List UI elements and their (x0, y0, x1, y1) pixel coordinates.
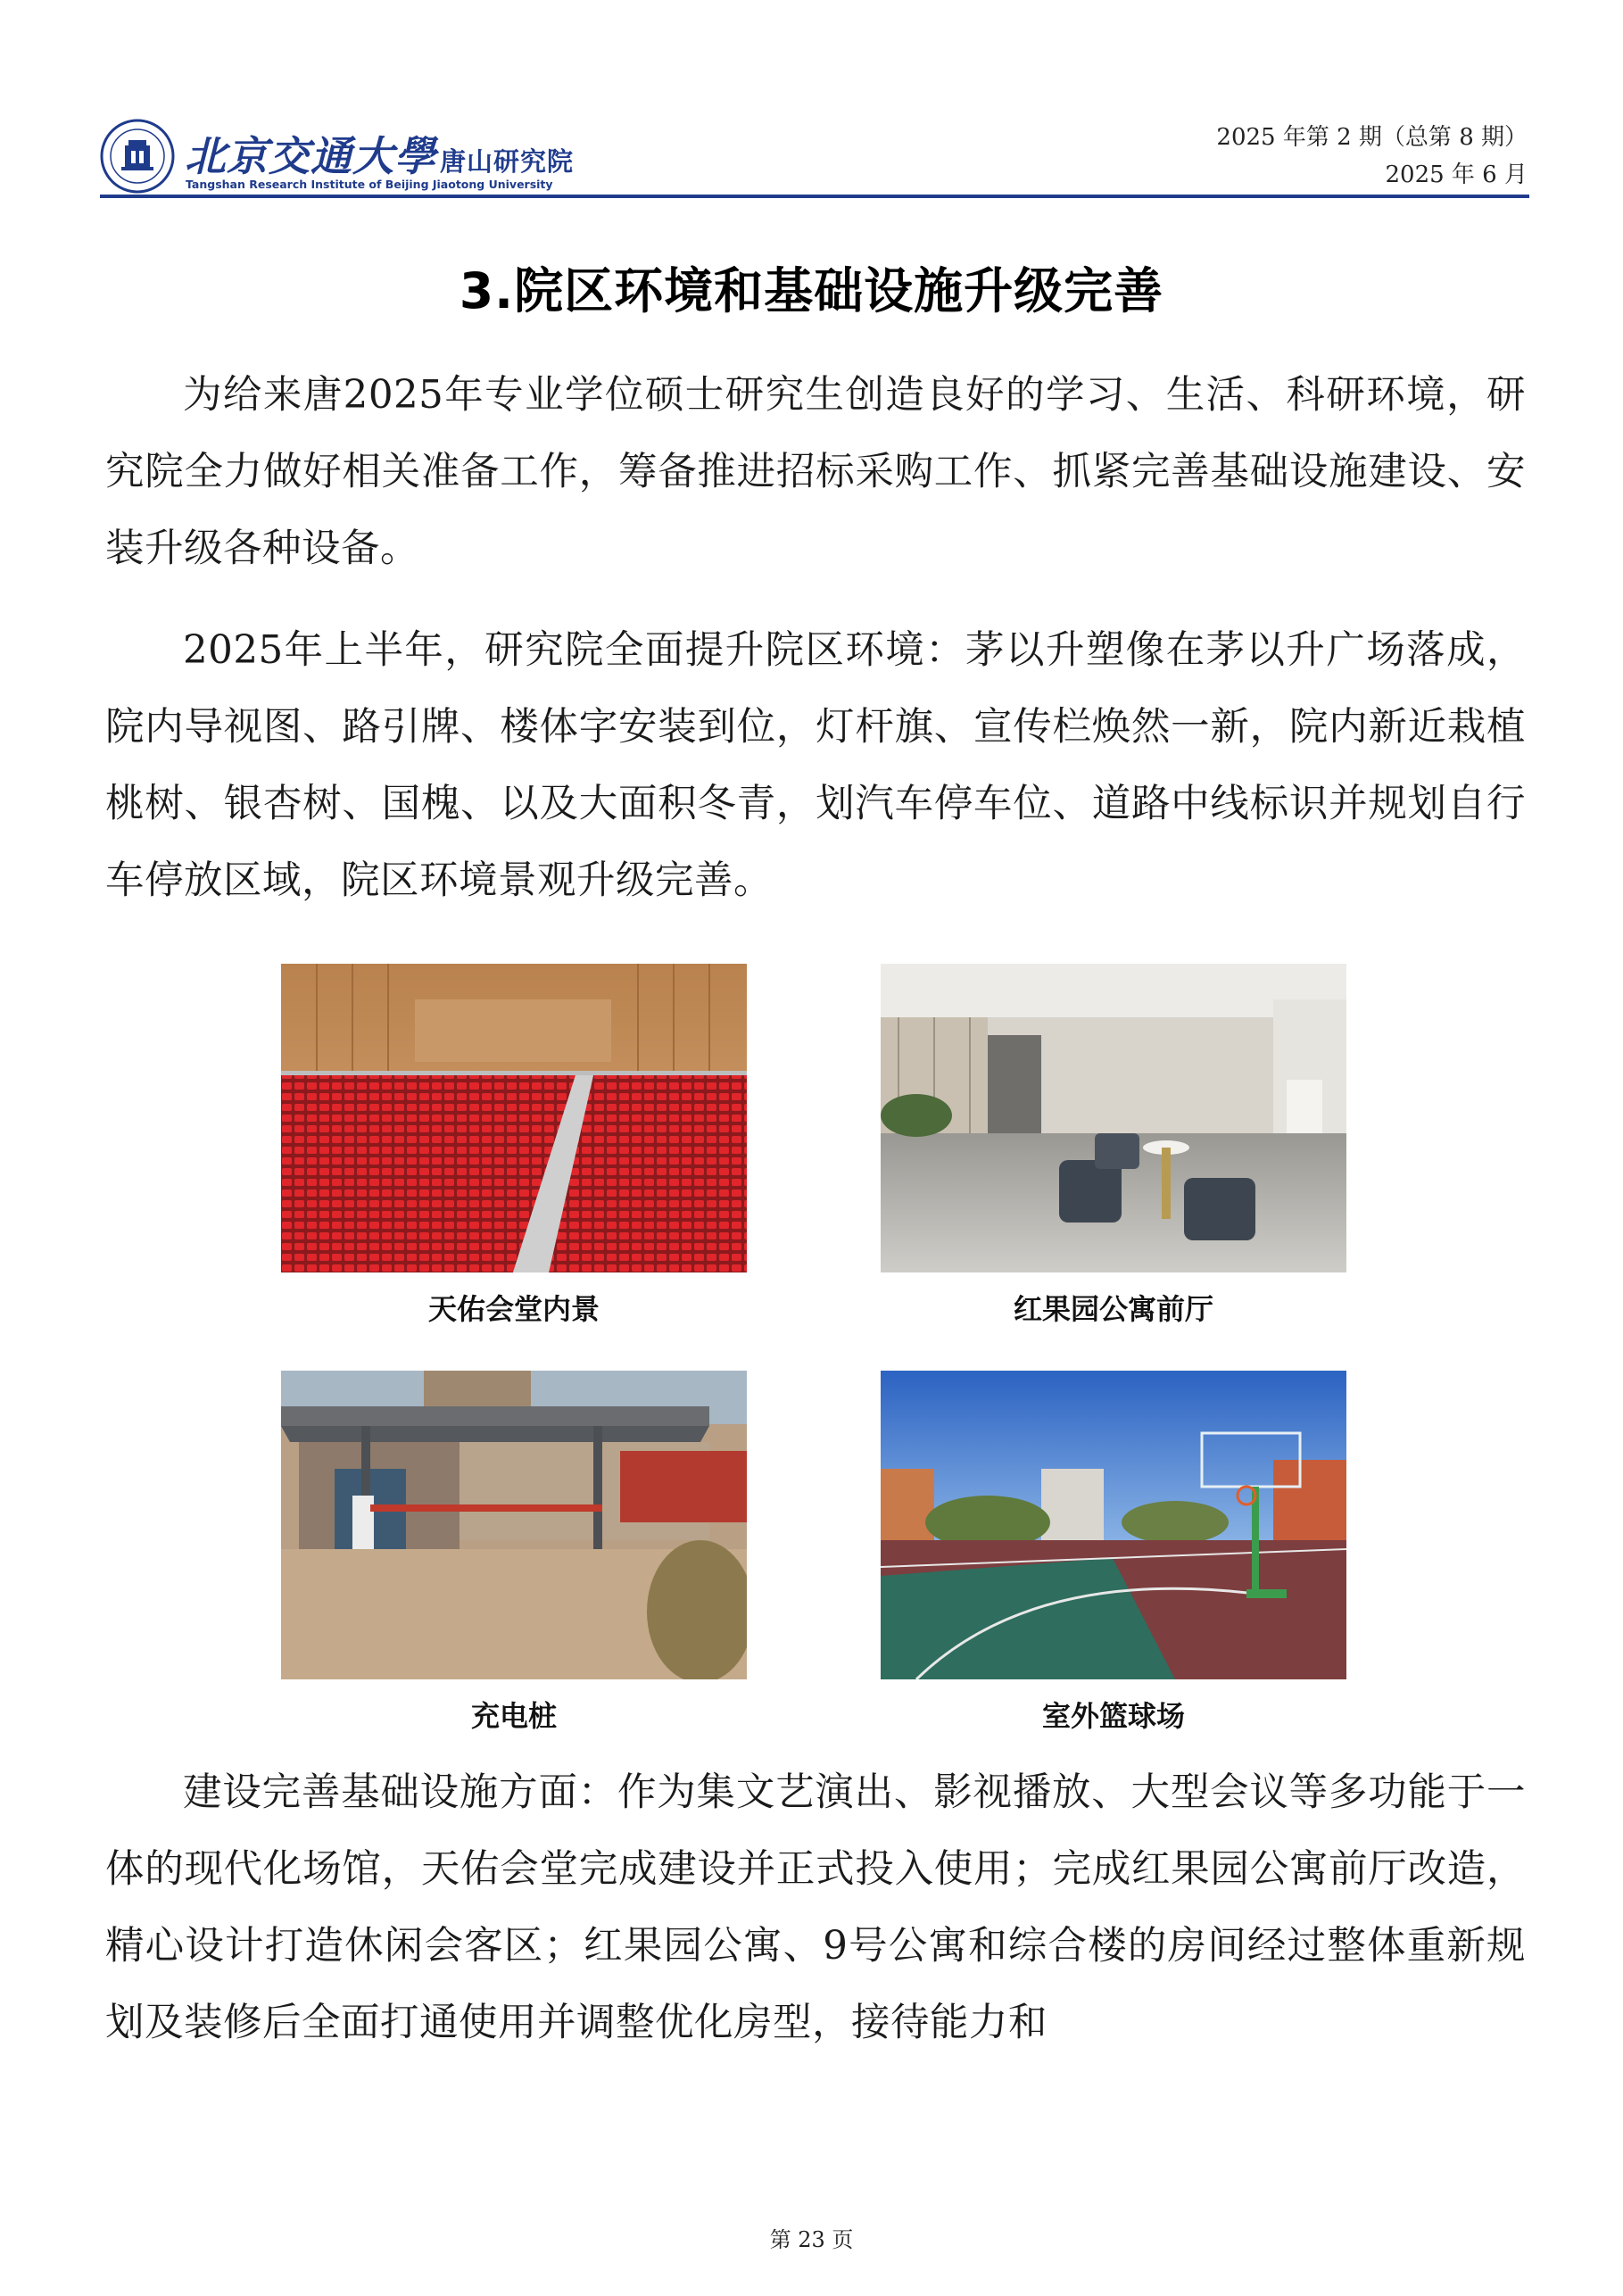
university-logo-text: 北京交通大學 唐山研究院 (185, 132, 575, 180)
university-seal-icon (100, 119, 175, 194)
section-title: 3.院区环境和基础设施升级完善 (459, 262, 1164, 319)
paragraph-infrastructure: 建设完善基础设施方面：作为集文艺演出、影视播放、大型会议等多功能于一体的现代化场馆，天佑会堂完成建设并正式投入使用；完成红果园公寓前厅改造，精心设计打造休闲会客区；红果园公寓、9号公寓和综合楼的房间经过整体重新规划及装修后全面打通使用并调整优化房型，接待能力和 (105, 1770, 1526, 2045)
issue-date: 2025 年 6 月 (1385, 162, 1528, 188)
page-number: 第 23 页 (769, 2227, 854, 2252)
institute-english-name: Tangshan Research Institute of Beijing Jiaotong University (186, 178, 553, 191)
header-divider (100, 195, 1529, 198)
page-header (100, 112, 1528, 201)
caption-apartment-lobby: 红果园公寓前厅 (1013, 1292, 1213, 1326)
issue-info (1216, 119, 1528, 194)
caption-auditorium: 天佑会堂内景 (427, 1292, 600, 1326)
caption-basketball-court: 室外篮球场 (1041, 1699, 1185, 1733)
photo-basketball-court (881, 1371, 1346, 1679)
issue-number: 2025 年第 2 期（总第 8 期） (1216, 124, 1528, 151)
photo-apartment-lobby (881, 964, 1346, 1272)
paragraph-intro: 为给来唐2025年专业学位硕士研究生创造良好的学习、生活、科研环境，研究院全力做好相关准备工作，筹备推进招标采购工作、抓紧完善基础设施建设、安装升级各种设备。 (105, 373, 1526, 571)
paragraph-environment: 2025年上半年，研究院全面提升院区环境：茅以升塑像在茅以升广场落成，院内导视图、路引牌、楼体字安装到位，灯杆旗、宣传栏焕然一新，院内新近栽植桃树、银杏树、国槐、以及大面积冬青，划汽车停车位、道路中线标识并规划自行车停放区域，院区环境景观升级完善。 (105, 628, 1526, 903)
caption-charging-station: 充电桩 (470, 1699, 557, 1733)
photo-charging-station (281, 1371, 747, 1679)
photo-auditorium (281, 964, 747, 1272)
institute-name: 唐山研究院 (440, 146, 575, 177)
